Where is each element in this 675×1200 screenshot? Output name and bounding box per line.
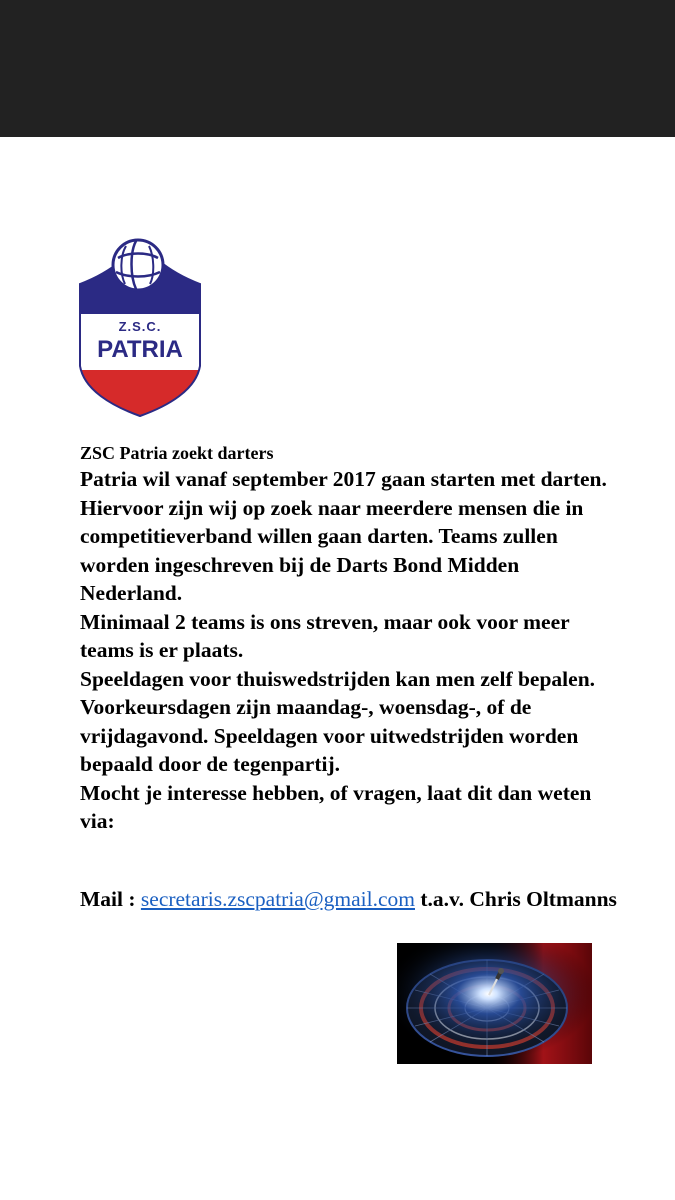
dartboard-image <box>397 943 592 1064</box>
contact-line <box>80 885 640 914</box>
email-link[interactable]: secretaris.zscpatria@gmail.com <box>140 887 415 911</box>
zsc-patria-logo <box>78 238 202 418</box>
logo-line2: PATRIA <box>97 336 183 363</box>
paragraph-intro: Patria wil vanaf september 2017 gaan starten met darten. Hiervoor zijn wij op zoek naar meerdere mensen die in competitieverband willen gaan darten. Teams zullen worden ingeschreven bij de Darts Bond Midden Nederland. <box>80 467 607 605</box>
paragraph-contact-intro: Mocht je interesse hebben, of vragen, laat dit dan weten via: <box>80 780 592 833</box>
football-icon <box>113 240 163 290</box>
paragraph-playdays: Speeldagen voor thuiswedstrijden kan men zelf bepalen. Voorkeursdagen zijn maandag-, woensdag-, of de vrijdagavond. Speeldagen voor uitwedstrijden worden bepaald door de tegenpartij. <box>80 666 596 776</box>
article-body <box>80 465 625 836</box>
attention-name: t.a.v. Chris Oltmanns <box>420 887 617 911</box>
paragraph-teams: Minimaal 2 teams is ons streven, maar ook voor meer teams is er plaats. <box>80 609 570 662</box>
mail-label: Mail : <box>80 887 136 911</box>
top-header-bar <box>0 0 675 137</box>
article-subtitle: ZSC Patria zoekt darters <box>80 443 274 463</box>
logo-line1: Z.S.C. <box>118 319 162 334</box>
